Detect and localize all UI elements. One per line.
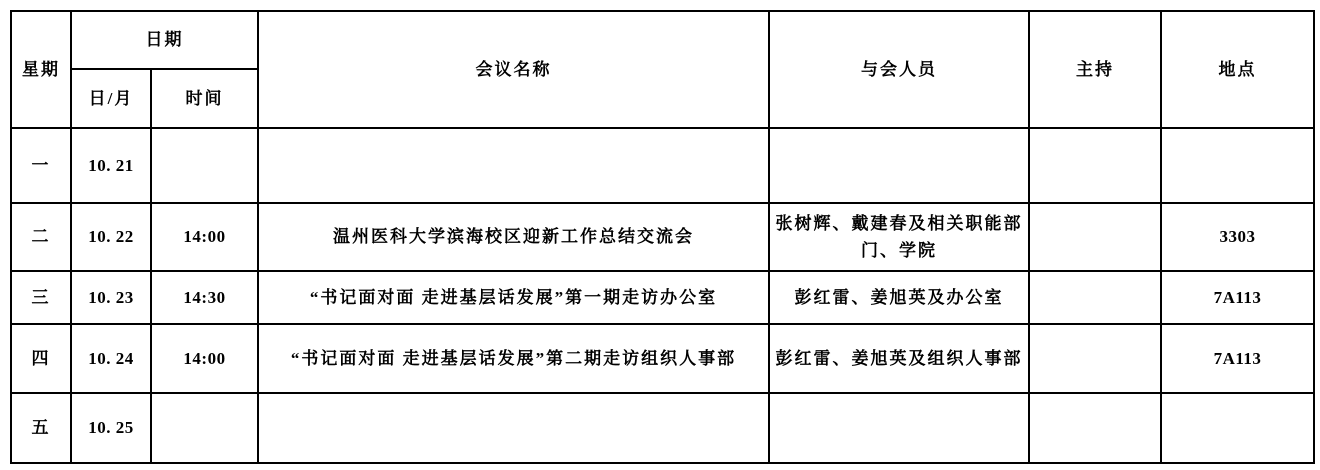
cell-day-month: 10. 22 (71, 203, 151, 271)
cell-time (151, 128, 258, 203)
cell-time: 14:00 (151, 324, 258, 393)
header-location: 地点 (1161, 11, 1314, 128)
cell-host (1029, 128, 1161, 203)
cell-day-month: 10. 23 (71, 271, 151, 324)
cell-meeting-name (258, 128, 769, 203)
cell-weekday: 四 (11, 324, 71, 393)
cell-location (1161, 393, 1314, 463)
header-row-1 (11, 11, 1314, 69)
header-weekday: 星期 (11, 11, 71, 128)
header-meeting-name: 会议名称 (258, 11, 769, 128)
cell-day-month: 10. 25 (71, 393, 151, 463)
header-host: 主持 (1029, 11, 1161, 128)
cell-location: 3303 (1161, 203, 1314, 271)
cell-meeting-name: “书记面对面 走进基层话发展”第二期走访组织人事部 (258, 324, 769, 393)
meeting-schedule-table (10, 10, 1315, 464)
cell-location: 7A113 (1161, 324, 1314, 393)
table-row-wednesday (11, 271, 1314, 324)
cell-attendees (769, 128, 1029, 203)
table-row-monday (11, 128, 1314, 203)
cell-location (1161, 128, 1314, 203)
cell-attendees (769, 393, 1029, 463)
header-day-month: 日/月 (71, 69, 151, 128)
table-row-tuesday (11, 203, 1314, 271)
header-date-group: 日期 (71, 11, 258, 69)
cell-attendees: 彭红雷、姜旭英及办公室 (769, 271, 1029, 324)
cell-attendees: 张树辉、戴建春及相关职能部门、学院 (769, 203, 1029, 271)
cell-weekday: 三 (11, 271, 71, 324)
cell-host (1029, 203, 1161, 271)
cell-attendees: 彭红雷、姜旭英及组织人事部 (769, 324, 1029, 393)
cell-location: 7A113 (1161, 271, 1314, 324)
cell-time (151, 393, 258, 463)
cell-day-month: 10. 24 (71, 324, 151, 393)
cell-meeting-name: 温州医科大学滨海校区迎新工作总结交流会 (258, 203, 769, 271)
cell-day-month: 10. 21 (71, 128, 151, 203)
cell-time: 14:30 (151, 271, 258, 324)
table-row-friday (11, 393, 1314, 463)
cell-weekday: 二 (11, 203, 71, 271)
header-attendees: 与会人员 (769, 11, 1029, 128)
cell-meeting-name (258, 393, 769, 463)
header-time: 时间 (151, 69, 258, 128)
cell-meeting-name: “书记面对面 走进基层话发展”第一期走访办公室 (258, 271, 769, 324)
cell-host (1029, 324, 1161, 393)
cell-weekday: 一 (11, 128, 71, 203)
table-row-thursday (11, 324, 1314, 393)
cell-host (1029, 393, 1161, 463)
cell-time: 14:00 (151, 203, 258, 271)
cell-host (1029, 271, 1161, 324)
cell-weekday: 五 (11, 393, 71, 463)
